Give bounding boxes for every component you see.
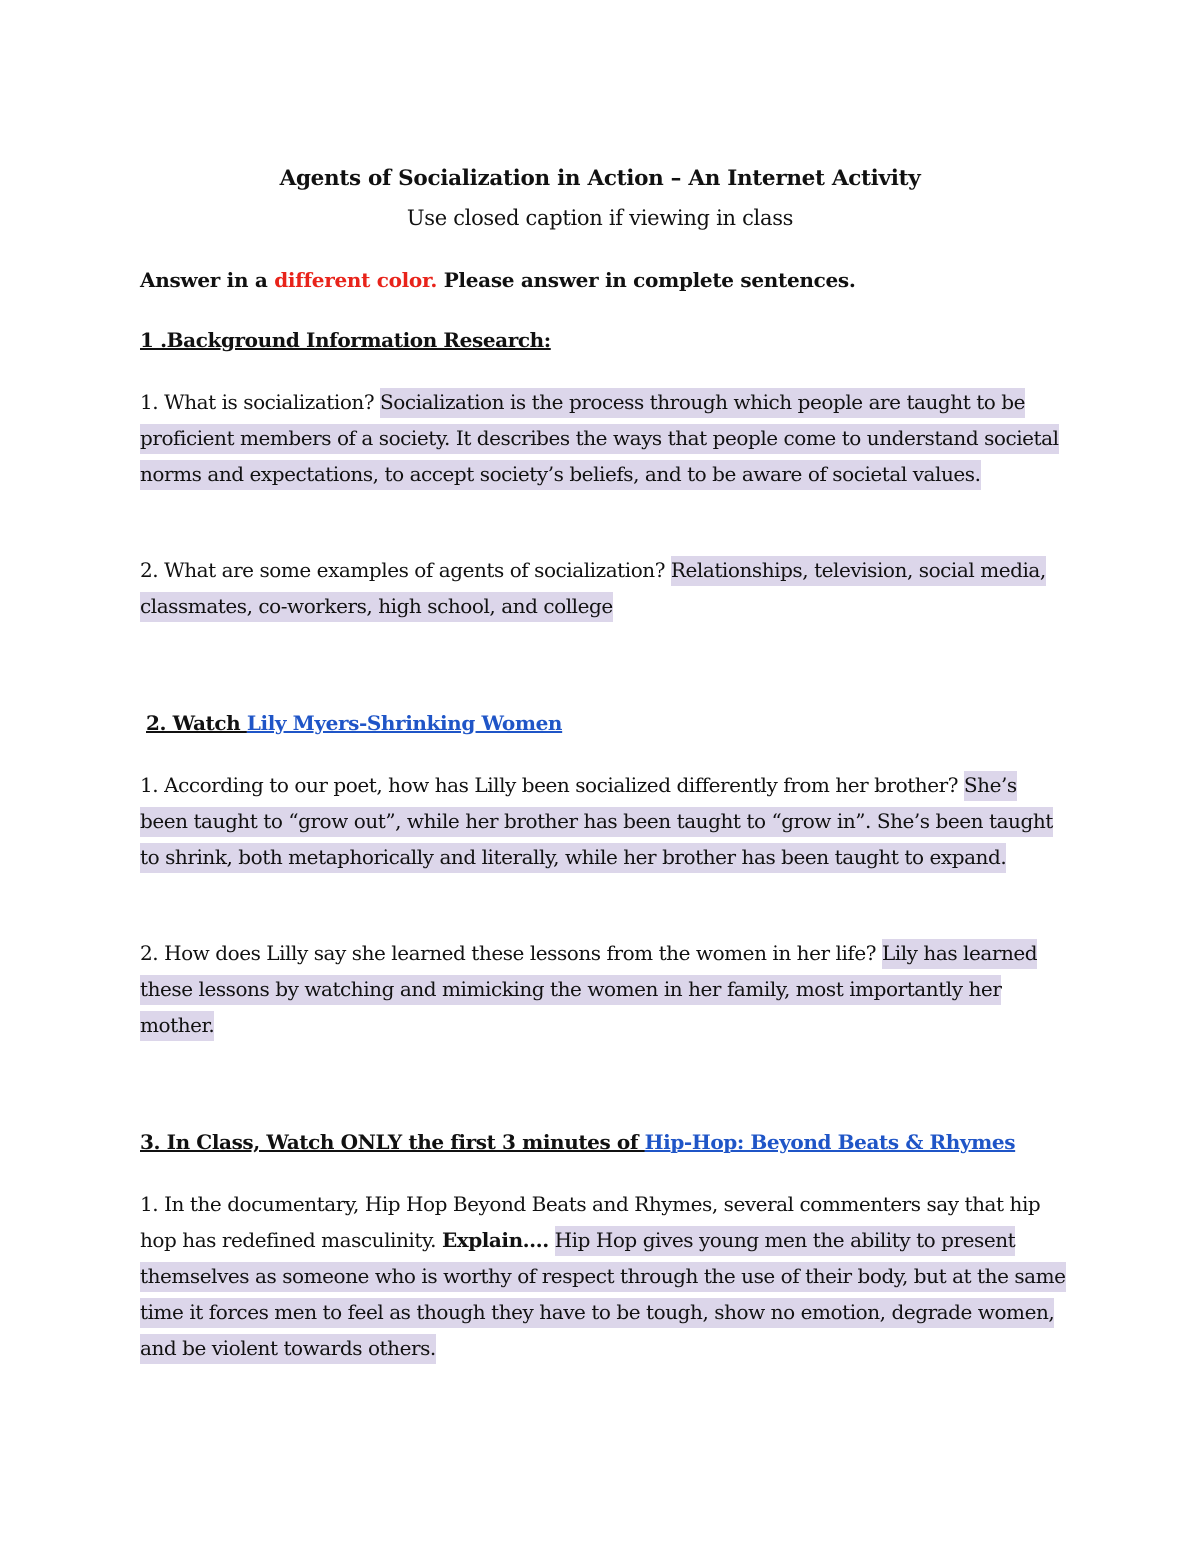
section2-q1 — [140, 767, 1070, 875]
section2-q1-question: 1. According to our poet, how has Lilly been socialized differently from her brother? — [140, 773, 964, 797]
document-subtitle: Use closed caption if viewing in class — [406, 206, 794, 230]
section1-q2-answer: Relationships, television, social media, classmates, co-workers, high school, and college — [140, 556, 1046, 622]
instructions — [140, 268, 856, 292]
section3-q1-question: 1. In the documentary, Hip Hop Beyond Beats and Rhymes, several commenters say that hip hop has redefined masculinity. — [140, 1192, 1041, 1252]
instructions-after: Please answer in complete sentences. — [437, 268, 856, 292]
section2-q2-question: 2. How does Lilly say she learned these lessons from the women in her life? — [140, 941, 882, 965]
document-title: Agents of Socialization in Action – An Internet Activity — [279, 166, 921, 191]
section1-heading: 1 .Background Information Research: — [140, 328, 551, 352]
section2-video-link[interactable]: Lily Myers-Shrinking Women — [246, 711, 563, 735]
section2-q2-answer: Lily has learned these lessons by watching and mimicking the women in her family, most importantly her mother. — [140, 939, 1037, 1041]
section1-q1-question: 1. What is socialization? — [140, 390, 381, 414]
section3-q1 — [140, 1186, 1070, 1366]
section2-q1-answer: She’s been taught to “grow out”, while her brother has been taught to “grow in”. She’s been taught to shrink, both metaphorically and literally, while her brother has been taught to expand. — [140, 771, 1053, 873]
section1-q2-question: 2. What are some examples of agents of socialization? — [140, 558, 671, 582]
section3-heading-prefix: 3. In Class, Watch ONLY the first 3 minutes of — [140, 1130, 645, 1154]
section2-heading-prefix: 2. Watch — [146, 711, 247, 735]
section3-q1-answer: Hip Hop gives young men the ability to present themselves as someone who is worthy of respect through the use of their body, but at the same time it forces men to feel as though they have to be tough, show no emotion, degrade women, and be violent towards others. — [140, 1226, 1066, 1364]
section3-video-link[interactable]: Hip-Hop: Beyond Beats & Rhymes — [644, 1130, 1016, 1154]
instructions-colored: different color. — [274, 268, 438, 292]
section1-q1 — [140, 384, 1070, 492]
instructions-before: Answer in a — [140, 268, 275, 292]
section3-q1-explain: Explain…. — [441, 1228, 549, 1252]
section1-q2 — [140, 552, 1070, 624]
section3-heading — [140, 1130, 1015, 1154]
section2-q2 — [140, 935, 1070, 1043]
section1-q1-answer: Socialization is the process through which people are taught to be proficient members of a society. It describes the ways that people come to understand societal norms and expectations, to accept society’s beliefs, and to be aware of societal values. — [140, 388, 1059, 490]
section2-heading — [146, 711, 562, 735]
